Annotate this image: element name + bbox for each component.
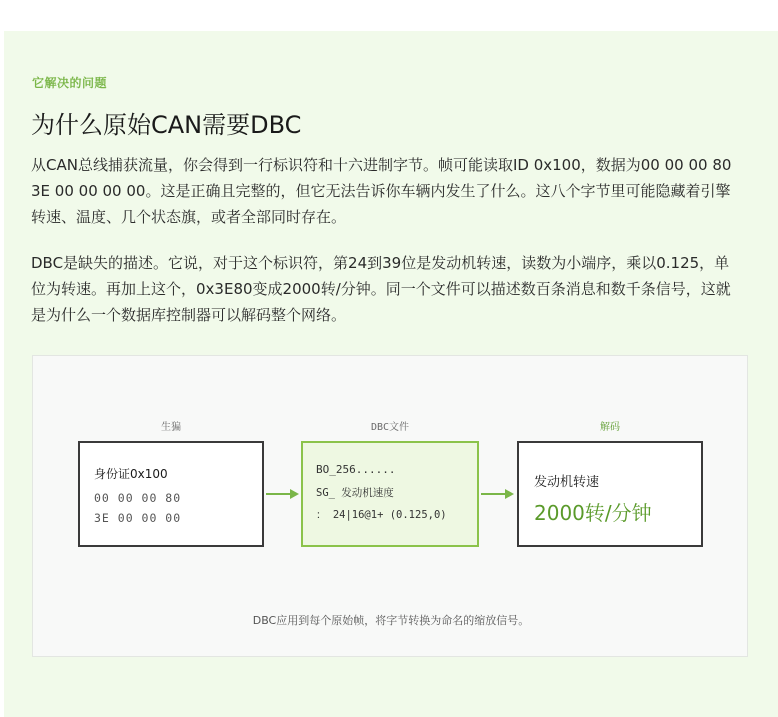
raw-frame-box [78,441,264,547]
arrow-right-icon [481,488,515,500]
section-eyebrow: 它解决的问题 [32,76,108,90]
raw-bytes-line2: 3E 00 00 00 [94,511,182,525]
decoded-box [517,441,703,547]
section-heading: 为什么原始CAN需要DBC [31,111,302,139]
decoded-signal-name: 发动机转速 [534,475,600,490]
dbc-diagram [32,355,748,657]
dbc-signal-line: SG_ 发动机速度 [316,487,394,499]
label-dbc-file: DBC文件 [370,422,410,433]
raw-bytes-line1: 00 00 00 80 [94,491,182,505]
figure-caption: DBC应用到每个原始帧，将字节转换为命名的缩放信号。 [252,614,530,627]
decoded-signal-value: 2000转/分钟 [534,501,652,525]
problem-section [4,31,778,717]
paragraph-raw-can: 从CAN总线捕获流量，你会得到一行标识符和十六进制字节。帧可能读取ID 0x100，数据为00 00 00 80 3E 00 00 00 00。这是正确且完整的，但它无法告诉你车辆内发生了什么。这八个字节里可能隐藏着引擎转速、温度、几个状态旗，或者全部同时存在。 [31,156,732,226]
arrow-right-icon [266,488,300,500]
dbc-file-box [301,441,479,547]
dbc-signal-def: ： 24|16@1+ (0.125,0) [316,509,447,521]
label-raw: 生猵 [161,422,181,433]
raw-frame-id: 身份证0x100 [94,467,168,481]
label-decoded: 解码 [600,422,620,433]
paragraph-dbc: DBC是缺失的描述。它说，对于这个标识符，第24到39位是发动机转速，读数为小端序，乘以0.125，单位为转速。再加上这个，0x3E80变成2000转/分钟。同一个文件可以描述数百条消息和数千条信号，这就是为什么一个数据库控制器可以解码整个网络。 [31,254,731,324]
dbc-message-line: BO_256...... [316,463,396,476]
